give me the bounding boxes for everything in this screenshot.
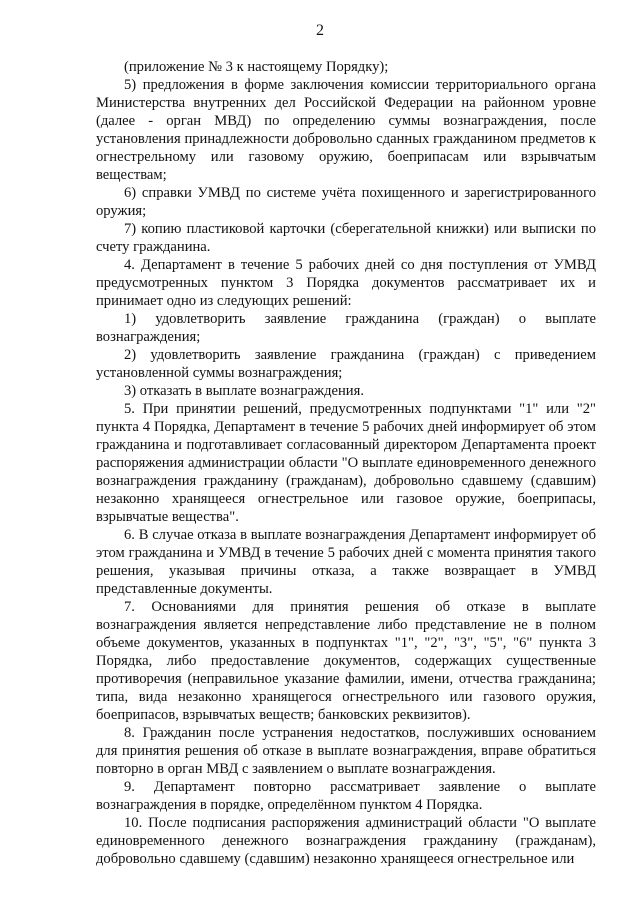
paragraph-clause-8: 8. Гражданин после устранения недостатков, послуживших основанием для принятия решения об отказе в выплате вознаграждения, вправе обратиться повторно в орган МВД с заявлением о выплате вознаграждения.: [96, 725, 596, 777]
page-number: 2: [316, 22, 324, 39]
paragraph-clause-10: 10. После подписания распоряжения администраций области "О выплате единовременного денежного вознаграждения гражданину (гражданам), добровольно сдавшему (сдавшим) незаконно хранящееся огнестрельное или: [96, 815, 596, 867]
paragraph-clause-6: 6. В случае отказа в выплате вознаграждения Департамент информирует об этом гражданина и УМВД в течение 5 рабочих дней с момента принятия такого решения, указывая причины отказа, а также возвращает в УМВД представленные документы.: [96, 527, 596, 597]
paragraph-decision-1: 1) удовлетворить заявление гражданина (граждан) о выплате вознаграждения;: [96, 311, 596, 345]
paragraph-clause-9: 9. Департамент повторно рассматривает заявление о выплате вознаграждения в порядке, определённом пунктом 4 Порядка.: [96, 779, 596, 813]
paragraph-clause-5: 5. При принятии решений, предусмотренных подпунктами "1" или "2" пункта 4 Порядка, Департамент в течение 5 рабочих дней информирует об этом гражданина и подготавливает согласованный директором Департамента проект распоряжения администрации области "О выплате единовременного денежного вознаграждения гражданину (гражданам), добровольно сдавшему (сдавшим) незаконно хранящееся огнестрельное или газовое оружие, боеприпасы, взрывчатые вещества".: [96, 401, 596, 525]
paragraph-clause-4: 4. Департамент в течение 5 рабочих дней со дня поступления от УМВД предусмотренных пунктом 3 Порядка документов рассматривает их и принимает одно из следующих решений:: [96, 257, 596, 309]
paragraph-item-5: 5) предложения в форме заключения комиссии территориального органа Министерства внутренних дел Российской Федерации на районном уровне (далее - орган МВД) по определению суммы вознаграждения, после установления принадлежности добровольно сданных гражданином предметов к огнестрельному или газовому оружию, боеприпасам или взрывчатым веществам;: [96, 77, 596, 183]
paragraph-appendix-ref: (приложение № 3 к настоящему Порядку);: [124, 59, 389, 75]
paragraph-decision-3: 3) отказать в выплате вознаграждения.: [124, 383, 364, 399]
paragraph-item-7: 7) копию пластиковой карточки (сберегательной книжки) или выписки по счету гражданина.: [96, 221, 596, 255]
document-body: [96, 58, 596, 868]
paragraph-decision-2: 2) удовлетворить заявление гражданина (граждан) с приведением установленной суммы вознаграждения;: [96, 347, 596, 381]
paragraph-item-6: 6) справки УМВД по системе учёта похищенного и зарегистрированного оружия;: [96, 185, 596, 219]
paragraph-clause-7: 7. Основаниями для принятия решения об отказе в выплате вознаграждения является непредставление либо представление не в полном объеме документов, указанных в подпунктах "1", "2", "3", "5", "6" пункта 3 Порядка, либо предоставление документов, содержащих существенные противоречия (неправильное указание фамилии, имени, отчества гражданина; типа, вида незаконно хранящегося огнестрельного или газового оружия, боеприпасов, взрывчатых веществ; банковских реквизитов).: [96, 599, 596, 723]
